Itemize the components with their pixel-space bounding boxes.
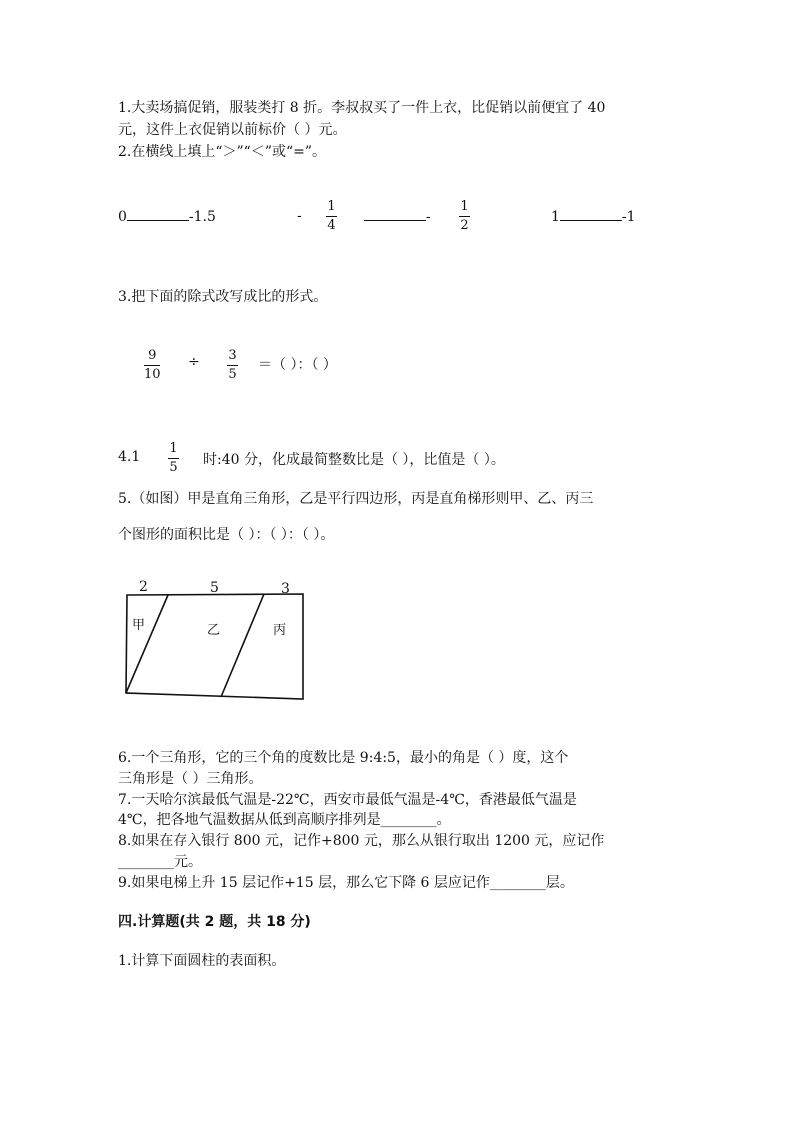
q2-title: 2.在横线上填上“＞”“＜”或“=”。: [118, 144, 327, 160]
q2-item3: [551, 208, 636, 225]
q2-item2-fraction2: [459, 200, 470, 234]
numerator: 9: [148, 348, 157, 363]
q8-line1: 8.如果在存入银行 800 元，记作+800 元，那么从银行取出 1200 元，应记作: [118, 833, 605, 849]
q2-item1-right: -1.5: [188, 209, 216, 225]
denominator: 10: [144, 367, 161, 383]
figure-divider-right: [221, 594, 264, 697]
q2-item1-left: 0: [118, 209, 127, 225]
section4-q1: 1.计算下面圆柱的表面积。: [118, 953, 286, 969]
q2-item1-blank[interactable]: [127, 208, 189, 221]
q1-line1: 1.大卖场搞促销，服装类打 8 折。李叔叔买了一件上衣，比促销以前便宜了 40: [118, 100, 606, 116]
q5-line2: 个图形的面积比是（ ）：（ ）：（ ）。: [118, 527, 335, 543]
figure-label-bing: 丙: [273, 623, 287, 638]
q5-line1: 5.（如图）甲是直角三角形，乙是平行四边形，丙是直角梯形则甲、乙、丙三: [118, 491, 594, 507]
fraction-bar: [168, 458, 179, 459]
q2-item3-blank[interactable]: [560, 208, 622, 221]
q8-line2: ________元。: [118, 854, 202, 870]
figure-label-jia: 甲: [132, 618, 146, 633]
fraction-bar: [326, 216, 337, 217]
numerator: 1: [460, 199, 469, 214]
q5-figure: [110, 572, 320, 707]
denominator: 4: [327, 218, 336, 234]
figure-divider-left: [126, 595, 168, 693]
q7-line2: 4℃，把各地气温数据从低到高顺序排列是________。: [118, 812, 451, 828]
fraction-bar: [227, 365, 238, 366]
q1-line2: 元，这件上衣促销以前标价（ ）元。: [118, 122, 347, 138]
q3-answer: ＝（ ）：（ ）: [258, 357, 337, 373]
q2-item3-right: -1: [621, 209, 636, 225]
q4-fraction: [168, 442, 179, 476]
q6-line2: 三角形是（ ）三角形。: [118, 771, 263, 787]
q2-item1: [118, 208, 216, 225]
denominator: 2: [460, 218, 469, 234]
q4-rest: 时:40 分，化成最简整数比是（ ），比值是（ ）。: [203, 452, 505, 468]
q9-line: 9.如果电梯上升 15 层记作+15 层，那么它下降 6 层应记作________层。: [118, 875, 574, 891]
q2-item2-blank[interactable]: [364, 208, 426, 221]
section4-heading: 四.计算题(共 2 题，共 18 分): [118, 914, 311, 930]
q3-fraction1: [144, 349, 161, 383]
denominator: 5: [169, 460, 178, 476]
figure-label-3: 3: [281, 581, 290, 597]
fraction-bar: [459, 216, 470, 217]
q7-line1: 7.一天哈尔滨最低气温是-22℃，西安市最低气温是-4℃，香港最低气温是: [118, 792, 577, 808]
q4-prefix: 4.1: [118, 449, 141, 465]
q2-item2: [364, 208, 431, 225]
numerator: 3: [228, 348, 237, 363]
q2-item2-sign-left: -: [297, 208, 302, 224]
fraction-bar: [144, 365, 160, 366]
figure-label-yi: 乙: [207, 623, 221, 638]
figure-label-2: 2: [139, 579, 148, 595]
numerator: 1: [327, 199, 336, 214]
figure-label-5: 5: [210, 580, 219, 596]
q3-fraction2: [227, 349, 238, 383]
q2-item3-left: 1: [551, 209, 560, 225]
figure-outline: [126, 594, 303, 699]
numerator: 1: [169, 441, 178, 456]
q2-item2-fraction1: [326, 200, 337, 234]
q6-line1: 6.一个三角形，它的三个角的度数比是 9:4:5，最小的角是（ ）度，这个: [118, 750, 569, 766]
q2-item2-sign-right: -: [426, 209, 431, 225]
denominator: 5: [228, 367, 237, 383]
q3-divide-sign: ÷: [188, 354, 200, 370]
q3-title: 3.把下面的除式改写成比的形式。: [118, 289, 328, 305]
